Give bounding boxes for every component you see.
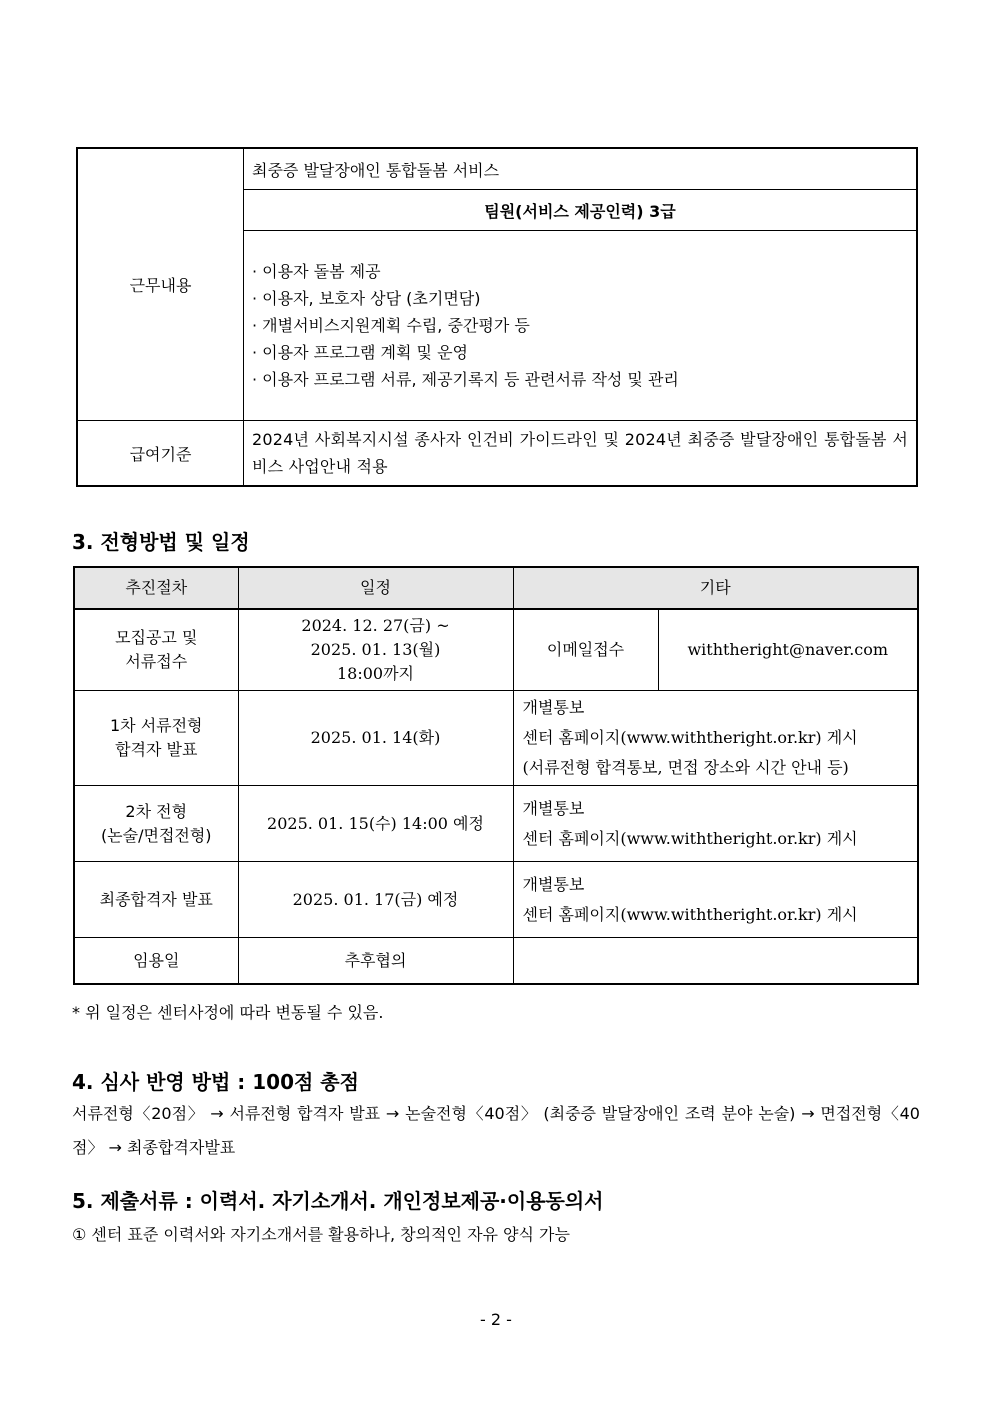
schedule-note: * 위 일정은 센터사정에 따라 변동될 수 있음. [72,1003,384,1022]
page-number: - 2 - [480,1310,512,1329]
section5-heading: 5. 제출서류 : 이력서. 자기소개서. 개인정보제공·이용동의서 [72,1189,604,1213]
section5-text: ① 센터 표준 이력서와 자기소개서를 활용하나, 창의적인 자유 양식 가능 [72,1225,570,1244]
date-cell: 추후협의 [238,938,513,985]
date-cell: 2025. 01. 15(수) 14:00 예정 [238,786,513,862]
work-info-table [76,147,918,487]
duty-list [252,258,908,393]
header-step: 추진절차 [74,567,238,609]
duty-item: · 이용자, 보호자 상담 (초기면담) [252,289,481,308]
duty-item: · 이용자 돌봄 제공 [252,262,381,281]
step-cell: 최종합격자 발표 [74,862,238,938]
step-cell: 1차 서류전형 합격자 발표 [74,691,238,786]
header-etc: 기타 [513,567,918,609]
schedule-table [73,566,919,985]
date-cell: 2024. 12. 27(금) ~ 2025. 01. 13(월) 18:00까지 [238,609,513,691]
etc-cell [513,938,918,985]
etc-cell: 개별통보 센터 홈페이지(www.withtheright.or.kr) 게시 [513,786,918,862]
duty-item: · 이용자 프로그램 서류, 제공기록지 등 관련서류 작성 및 관리 [252,370,679,389]
section3-heading: 3. 전형방법 및 일정 [72,530,250,554]
etc-cell: 개별통보 센터 홈페이지(www.withtheright.or.kr) 게시 [513,862,918,938]
position-title: 팀원(서비스 제공인력) 3급 [244,190,918,231]
header-date: 일정 [238,567,513,609]
step-cell: 임용일 [74,938,238,985]
date-cell: 2025. 01. 14(화) [238,691,513,786]
date-cell: 2025. 01. 17(금) 예정 [238,862,513,938]
duty-item: · 이용자 프로그램 계획 및 운영 [252,343,468,362]
duty-cell [244,231,918,421]
pay-text: 2024년 사회복지시설 종사자 인건비 가이드라인 및 2024년 최중증 발달장애인 통합돌봄 서비스 사업안내 적용 [252,430,908,476]
etc-cell: 개별통보 센터 홈페이지(www.withtheright.or.kr) 게시 (서류전형 합격통보, 면접 장소와 시간 안내 등) [513,691,918,786]
pay-label: 급여기준 [77,421,244,487]
email-address[interactable]: withtheright@naver.com [658,609,918,691]
step-cell: 모집공고 및 서류접수 [74,609,238,691]
section4-text: 서류전형〈20점〉 → 서류전형 합격자 발표 → 논술전형〈40점〉 (최중증 발달장애인 조력 분야 논술) → 면접전형〈40점〉 → 최종합격자발표 [72,1104,920,1157]
duty-item: · 개별서비스지원계획 수립, 중간평가 등 [252,316,530,335]
duty-label: 근무내용 [77,148,244,421]
step-cell: 2차 전형 (논술/면접전형) [74,786,238,862]
service-name: 최중증 발달장애인 통합돌봄 서비스 [244,148,918,190]
email-label: 이메일접수 [513,609,658,691]
section4-heading: 4. 심사 반영 방법 : 100점 총점 [72,1070,359,1094]
